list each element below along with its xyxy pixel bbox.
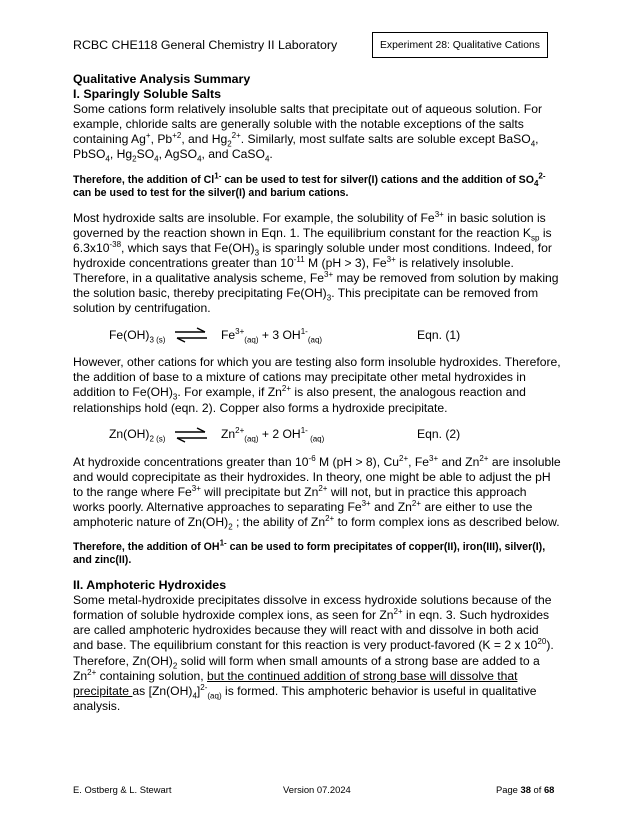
equilibrium-arrow-icon [173, 427, 209, 443]
eqn1-label: Eqn. (1) [417, 327, 461, 342]
equation-1 [73, 322, 561, 348]
paragraph-coprecipitation: At hydroxide concentrations greater than $10^{-6}$ M (pH > 8), $Cu^{2+}$, $Fe^{3+}$ and $Zn^{2+}$ are insoluble and would coprecipitate as their hydroxides. In theory, one might be able to adjust the pH to the range where $Fe^{3+}$ will precipitate but $Zn^{2+}$ will not, but in practice this approach works poorly. Alternative approaches to separating $Fe^{3+}$ and $Zn^{2+}$ are either to use the amphoteric nature of $Zn(OH)_2$ ; the ability of $Zn^{2+}$ to form complex ions as described below. [73, 453, 561, 532]
eqn1-lhs: $Fe(OH)_3$ $_{(s)}$ [109, 327, 166, 345]
eqn2-rhs: $Zn^{2+}_{(aq)} + 2$ $OH^{1-}$ $_{(aq)}$ [221, 426, 325, 444]
eqn2-lhs: $Zn(OH)_2$ $_{(s)}$ [109, 427, 166, 444]
experiment-label: Experiment 28: Qualitative Cations [380, 39, 540, 51]
paragraph-amphoteric: Some metal-hydroxide precipitates dissolve in excess hydroxide solutions because of the formation of soluble hydroxide complex ions, as seen for $Zn^{2+}$ in eqn. 3. Such hydroxides are called amphoteric hydroxides because they will react with and dissolve in both acid and base. The equilibrium constant for this reaction is very product-favored (K = 2 x $10^{20}$). Therefore, $Zn(OH)_2$ solid will form when small amounts of a strong base are added to a $Zn^{2+}$ containing solution, but the continued addition of strong base will dissolve that precipitate as $[Zn(OH)_4]^{2-}_{(aq)}$ is formed. This amphoteric behavior is useful in qualitative analysis. [73, 593, 554, 713]
note-hydroxide: Therefore, the addition of $OH^{1-}$ can be used to form precipitates of copper(II), iron(III), silver(I), and zinc(II). [73, 538, 546, 567]
course-header: RCBC CHE118 General Chemistry II Laboratory [73, 38, 338, 52]
footer-authors: E. Ostberg & L. Stewart [73, 784, 172, 795]
paragraph-salts: Some cations form relatively insoluble salts that precipitate out of aqueous solution. For example, chloride salts are generally soluble with the notable exceptions of the salts containing Ag+, $Pb^{+2}$, and $Hg_2^{2+}$. Similarly, most sulfate salts are soluble except BaSO$_4$, PbSO$_4$, $Hg_2SO_4$, AgSO$_4$, and CaSO$_4$. [73, 102, 543, 164]
underlined-text: but the continued addition of strong base will dissolve that precipitate [73, 668, 518, 698]
paragraph-hydroxides: Most hydroxide salts are insoluble. For example, the solubility of $Fe^{3+}$ in basic solution is governed by the reaction shown in Eqn. 1. The equilibrium constant for the reaction $K_{sp}$ is $6.3x10^{-38}$, which says that $Fe(OH)_3$ is sparingly soluble under most conditions. Indeed, for hydroxide concentrations greater than $10^{-11}$ M (pH > 3), $Fe^{3+}$ is relatively insoluble. Therefore, in a qualitative analysis scheme, $Fe^{3+}$ may be removed from solution by making the solution basic, thereby precipitating $Fe(OH)_3$. This precipitate can be removed from solution by centrifugation. [73, 209, 559, 316]
section2-heading: II. Amphoteric Hydroxides [73, 578, 227, 593]
section1-heading: I. Sparingly Soluble Salts [73, 87, 222, 102]
footer-version: Version 07.2024 [283, 784, 351, 795]
equilibrium-arrow-icon [173, 327, 209, 343]
paragraph-other-cations: However, other cations for which you are testing also form insoluble hydroxides. Therefore, the addition of base to a mixture of cations may precipitate other metal hydroxides in addition to $Fe(OH)_3$. For example, if $Zn^{2+}$ is also present, the analogous reaction and relationships hold (eqn. 2). Copper also forms a hydroxide precipitate. [73, 355, 561, 415]
equation-2 [73, 422, 561, 448]
eqn2-label: Eqn. (2) [417, 427, 461, 442]
eqn1-rhs: $Fe^{3+}_{(aq)} + 3$ $OH^{1-}_{(aq)}$ [221, 326, 323, 345]
note-chloride-sulfate: Therefore, the addition of $Cl^{1-}$ can be used to test for silver(I) cations and the addition of $SO_4^{2-}$ can be used to test for the silver(I) and barium cations. [73, 171, 546, 199]
footer-page: Page 38 of 68 [496, 784, 555, 795]
page-title: Qualitative Analysis Summary [73, 72, 251, 86]
page-content [73, 72, 561, 714]
experiment-box [372, 32, 548, 58]
